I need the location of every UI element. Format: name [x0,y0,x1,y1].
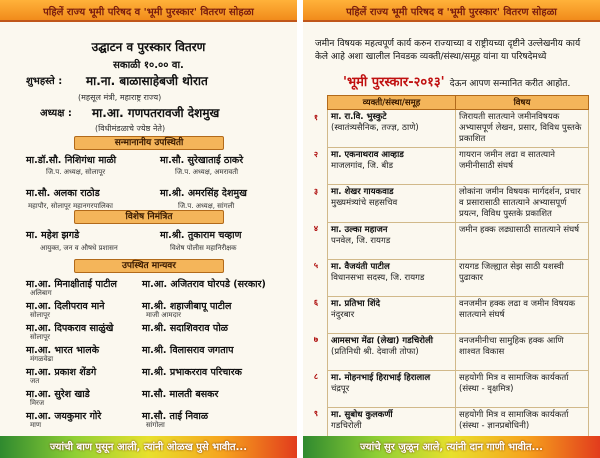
program-time: सकाळी १०.०० वा. [113,60,184,71]
present-name: मा.आ. अजितराव घोरपडे (सरकार) [142,279,266,290]
awardee-place: चंद्रपूर [331,384,350,394]
present-name: मा.आ. दिलीपराव माने [26,301,105,312]
present-name: मा.आ. प्रकाश शेंडगे [26,367,97,378]
awardee-subject: लोकांना जमीन विषयक मार्गदर्शन, प्रचार व प्रसारासाठी सातत्याने अभ्यासपूर्ण प्रयत्न, विविध पुस्तके प्रकाशित [456,185,589,223]
awardee-place: माजलगांव, जि. बीड [331,161,393,171]
special-name: मा. महेश झगडे [26,230,80,241]
table-row [328,223,589,260]
awardee-name: मा. रा.वि. भुस्कुटे [331,112,387,122]
awardee-subject: सहयोगी मित्र व सामाजिक कार्यकर्ता (संस्था - वृक्षमित्र) [456,371,589,408]
section-special: विशेष निमंत्रित [74,210,224,224]
present-name: मा.आ. जयकुमार गोरे [26,411,102,422]
present-name: मा.आ. सुरेश खाडे [26,389,90,400]
awardee-cell [328,223,456,260]
awardee-name: मा. मोहनभाई हिराभाई हिरालाल [331,373,431,383]
row-number: ३ [313,187,319,196]
awardee-subject: सहयोगी मित्र व सामाजिक कार्यकर्ता (संस्था - ज्ञानप्रबोधिनी) [456,408,589,445]
table-row [328,110,589,148]
awardee-name: आमसभा मेंढा (लेखा) गडचिरोली [331,336,433,346]
present-name: मा.श्री. शहाजीबापू पाटील [142,301,232,312]
section-guests: सन्मानानीय उपस्थिती [74,136,224,150]
awardee-cell [328,334,456,371]
present-desc: सोलापूर [30,333,50,341]
guest-name: मा.सौ. अलका राठोड [26,188,100,199]
left-footer-text: ज्यांची बाण पुसून आली, त्यांनी ओळख पुसे भावीत... [49,442,248,453]
table-header-subject: विषय [456,96,589,110]
intro-paragraph: जमीन विषयक महत्वपूर्ण कार्य करुन राज्याच्या व राष्ट्रीयच्या दृष्टीने उल्लेखनीय कार्य केले आहे अशा खालील निवडक व्यक्ती/संस्था/समूह यांना या परिषदेमध्ये [315,39,581,62]
awardee-cell [328,260,456,297]
right-header-bar [303,0,600,22]
awardee-subject: रायगड जिल्ह्यात सेझ साठी यशस्वी पुढाकार [456,260,589,297]
row-number: ८ [313,372,319,381]
row-number: ७ [313,335,319,344]
left-header-bar [0,0,297,22]
awardee-cell [328,185,456,223]
president-desc: (विधीमंडळाचे ज्येष्ठ नेते) [95,124,166,133]
awardee-name: मा. उल्का महाजन [331,225,388,235]
awardee-place: मुख्यमंत्र्यांचे सहसचिव [331,198,398,208]
award-tail: देऊन आपण सन्मानित करीत आहोत. [449,79,571,89]
table-row [328,371,589,408]
right-footer-bar [303,436,600,458]
awardee-place: विधानसभा सदस्य, जि. रायगड [331,273,425,283]
awardee-place: (स्वातंत्र्यसैनिक, तज्ज्ञ, ठाणे) [331,123,419,133]
award-line [343,71,570,90]
present-name: मा.श्री. प्रभाकरराव परिचारक [142,367,242,378]
awardee-cell [328,110,456,148]
present-desc: माण [30,421,42,429]
right-header-title: पहिलें राज्य भूमी परिषद व 'भूमी पुरस्कार' वितरण सोहळा [346,7,557,18]
right-footer-text: ज्यांचे सुर जुळून आले, त्यांनी दान गाणी भावीत... [360,442,543,453]
table-header-name: व्यक्ती/संस्था/समूह [328,96,456,110]
row-number: ४ [313,224,319,233]
president-label: अध्यक्ष : [40,108,72,119]
table-row [328,297,589,334]
awardee-name: मा. एकनाथराव आव्हाड [331,150,404,160]
present-name: मा.श्री. सदाशिवराव पोळ [142,323,228,334]
awardee-place: गडचिरोली [331,421,362,431]
right-panel [303,0,600,458]
row-number: ९ [313,409,319,418]
awardee-place: (प्रतिनिधी श्री. देवाजी तोफा) [331,347,419,357]
table-row [328,260,589,297]
guest-name: मा.श्री. अमरसिंह देशमुख [160,188,247,199]
present-name: मा.सौ. मालती बसकर [142,389,219,400]
table-row [328,185,589,223]
awardee-subject: जिरायती सातत्याने जमीनविषयक अभ्यासपूर्ण लेखन, प्रसार, विविध पुस्तके प्रकाशित [456,110,589,148]
present-name: मा.आ. भारत भालके [26,345,99,356]
awardee-subject: जमीन हक्क लढ्यासाठी सातत्याने संघर्ष [456,223,589,260]
present-desc: अलिबाग [30,289,52,297]
awardee-cell [328,297,456,334]
awardee-subject: वनजमीनीचा सामुहिक हक्क आणि शाश्वत विकास [456,334,589,371]
guest-desc: जि.प. अध्यक्ष, सोलापूर [46,168,106,176]
chief-guest-desc: (महसूल मंत्री, महाराष्ट्र राज्य) [78,93,162,102]
table-row [328,148,589,185]
awardee-table [327,95,589,445]
awardee-subject: गायरान जमीन लढा व सातत्याने जमीनीसाठी संघर्ष [456,148,589,185]
chief-guest-label: शुभहस्ते : [26,76,63,87]
present-name: मा.श्री. विलासराव जगताप [142,345,234,356]
present-name: मा.सौ. ताई निवाळ [142,411,209,422]
award-title: 'भूमी पुरस्कार-२०१३' [343,75,445,90]
awardee-name: मा. सुबोध कुलकर्णी [331,410,393,420]
awardee-place: पनवेल, जि. रायगड [331,236,391,246]
present-desc: सांगोला [146,421,165,429]
row-number: ५ [313,261,319,270]
left-header-title: पहिलें राज्य भूमी परिषद व 'भूमी पुरस्कार' वितरण सोहळा [43,7,254,18]
row-number: ६ [313,298,319,307]
awardee-name: मा. वैजयंती पाटील [331,262,390,272]
guest-desc: महापौर, सोलापूर महानगरपालिका [28,202,113,210]
row-number: २ [313,150,319,159]
guest-name: मा.डॉ.सौ. निशिगंधा माळी [26,155,117,166]
present-desc: मिरज [30,399,45,407]
awardee-cell [328,371,456,408]
left-panel [0,0,297,458]
table-row [328,334,589,371]
special-desc: आयुक्त, जन व औषधे प्रशासन [40,244,118,252]
awardee-cell [328,148,456,185]
program-heading: उद्घाटन व पुरस्कार वितरण [91,40,206,54]
present-desc: मंगळवेढा [30,355,54,363]
chief-guest-name: मा.ना. बाळासाहेबजी थोरात [86,74,208,88]
guest-desc: जि.प. अध्यक्ष, अमरावती [175,168,239,176]
present-desc: माजी आमदार [146,311,181,319]
awardee-subject: वनजमीन हक्क लढा व जमीन विषयक सातत्याने संघर्ष [456,297,589,334]
present-name: मा.आ. मिनाक्षीताई पाटील [26,279,117,290]
guest-desc: जि.प. अध्यक्ष, सांगली [178,202,235,210]
present-desc: सोलापूर [30,311,50,319]
present-desc: जत [30,377,40,385]
present-name: मा.आ. दिपकराव साळुंखे [26,323,114,334]
left-footer-bar [0,436,297,458]
awardee-place: नंदुरबार [331,310,355,320]
awardee-name: मा. प्रतिभा शिंदे [331,299,380,309]
guest-name: मा.सौ. सुरेखाताई ठाकरे [160,155,244,166]
special-desc: विशेष पोलीस महानिरीक्षक [170,244,237,252]
awardee-name: मा. शेखर गायकवाड [331,187,394,197]
section-present: उपस्थित मान्यवर [74,259,224,273]
president-name: मा.आ. गणपतरावजी देशमुख [92,106,220,120]
special-name: मा.श्री. तुकाराम चव्हाण [160,230,242,241]
row-number: १ [313,113,319,122]
